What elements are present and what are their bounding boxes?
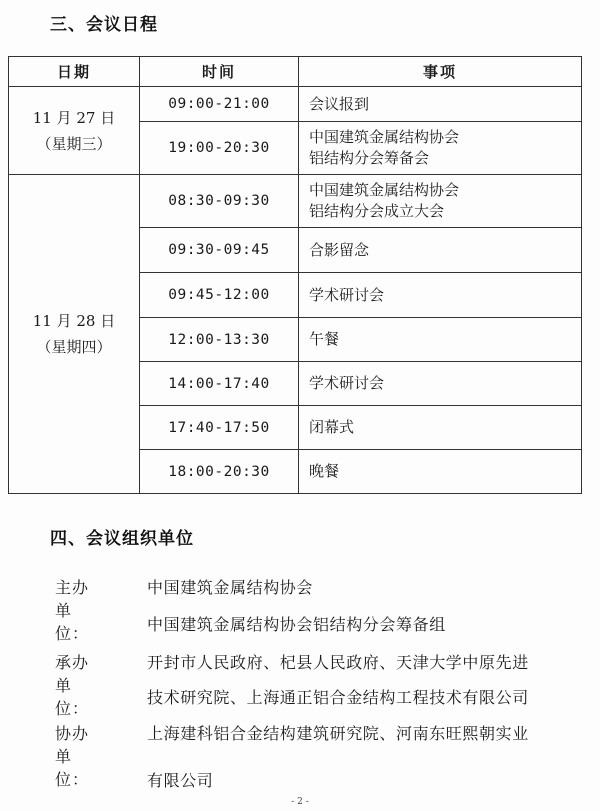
host-line: 中国建筑金属结构协会铝结构分会筹备组 — [147, 615, 446, 634]
item-cell — [299, 87, 582, 122]
coorganizer-label: 协办单位： — [55, 724, 90, 789]
item-cell — [299, 228, 582, 273]
time-cell: 18:00-20:30 — [140, 450, 299, 494]
column-header-item: 事项 — [299, 57, 582, 87]
date-text: 11 月 27 日 — [32, 108, 116, 127]
weekday-text: （星期四） — [36, 338, 112, 356]
weekday-text: （星期三） — [36, 134, 112, 153]
column-header-time: 时间 — [140, 57, 299, 87]
organizer-label: 承办单位： — [55, 653, 90, 718]
item-line: 中国建筑金属结构协会 — [309, 181, 460, 199]
time-cell: 09:30-09:45 — [140, 228, 299, 273]
time-cell: 14:00-17:40 — [140, 362, 299, 406]
item-line: 学术研讨会 — [309, 374, 385, 392]
schedule-table — [8, 56, 582, 494]
date-cell — [9, 175, 140, 494]
time-cell: 19:00-20:30 — [140, 122, 299, 175]
column-header-date: 日期 — [9, 57, 140, 87]
coorganizer-line: 有限公司 — [147, 771, 214, 790]
table-row — [9, 87, 582, 122]
item-cell — [299, 362, 582, 406]
page-number: - 2 - — [291, 797, 309, 807]
item-cell — [299, 318, 582, 362]
item-line: 午餐 — [309, 330, 340, 348]
item-line: 铝结构分会成立大会 — [309, 202, 445, 220]
section-heading-schedule: 三、会议日程 — [50, 15, 158, 35]
item-cell — [299, 122, 582, 175]
organizer-line: 开封市人民政府、杞县人民政府、天津大学中原先进 — [147, 653, 529, 672]
time-cell: 17:40-17:50 — [140, 406, 299, 450]
coorganizer-line: 上海建科铝合金结构建筑研究院、河南东旺熙朝实业 — [147, 724, 529, 743]
table-row — [9, 175, 582, 228]
item-line: 中国建筑金属结构协会 — [309, 128, 460, 146]
date-text: 11 月 28 日 — [32, 312, 116, 330]
item-line: 闭幕式 — [309, 418, 355, 436]
item-line: 晚餐 — [309, 462, 340, 480]
time-cell: 09:45-12:00 — [140, 273, 299, 318]
organizer-line: 技术研究院、上海通正铝合金结构工程技术有限公司 — [147, 688, 529, 707]
item-line: 会议报到 — [309, 94, 370, 113]
item-line: 铝结构分会筹备会 — [309, 149, 430, 167]
item-cell — [299, 175, 582, 228]
item-line: 学术研讨会 — [309, 285, 385, 304]
time-cell: 09:00-21:00 — [140, 87, 299, 122]
host-label: 主办单位： — [55, 578, 90, 643]
host-line: 中国建筑金属结构协会 — [147, 578, 314, 597]
date-cell — [9, 87, 140, 175]
item-cell — [299, 450, 582, 494]
section-heading-organizers: 四、会议组织单位 — [50, 529, 194, 549]
item-cell — [299, 406, 582, 450]
item-cell — [299, 273, 582, 318]
time-cell: 12:00-13:30 — [140, 318, 299, 362]
item-line: 合影留念 — [309, 240, 370, 259]
time-cell: 08:30-09:30 — [140, 175, 299, 228]
